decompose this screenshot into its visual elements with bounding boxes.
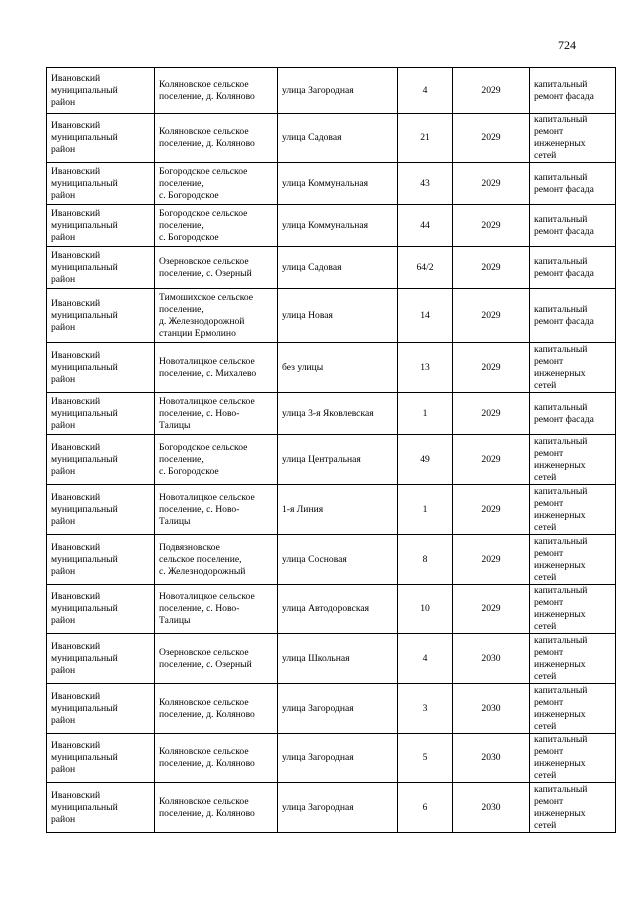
building-repair-table bbox=[46, 67, 616, 833]
street-cell bbox=[278, 68, 398, 114]
work-type-cell bbox=[530, 68, 616, 114]
settlement-cell-text: Богородское сельское поселение, с. Богородское bbox=[159, 207, 248, 243]
settlement-cell bbox=[155, 68, 278, 114]
year-cell-text: 2029 bbox=[481, 309, 501, 321]
street-cell bbox=[278, 247, 398, 289]
work-type-cell bbox=[530, 289, 616, 343]
work-type-cell bbox=[530, 343, 616, 393]
year-cell bbox=[453, 585, 530, 634]
settlement-cell bbox=[155, 163, 278, 205]
district-cell bbox=[47, 205, 155, 247]
district-cell bbox=[47, 247, 155, 289]
table-row bbox=[47, 535, 616, 585]
year-cell-text: 2029 bbox=[481, 553, 501, 565]
district-cell bbox=[47, 393, 155, 435]
street-cell bbox=[278, 343, 398, 393]
settlement-cell bbox=[155, 435, 278, 485]
district-cell-text: Ивановский муниципальный район bbox=[51, 690, 118, 726]
district-cell bbox=[47, 343, 155, 393]
house-number-cell bbox=[398, 205, 453, 247]
street-cell bbox=[278, 585, 398, 634]
district-cell-text: Ивановский муниципальный район bbox=[51, 441, 118, 477]
settlement-cell-text: Озерновское сельское поселение, с. Озерный bbox=[159, 646, 252, 670]
work-type-cell-text: капитальный ремонт фасада bbox=[534, 401, 594, 425]
house-number-cell bbox=[398, 734, 453, 783]
street-cell bbox=[278, 289, 398, 343]
settlement-cell-text: Коляновское сельское поселение, д. Коляново bbox=[159, 795, 255, 819]
street-cell bbox=[278, 684, 398, 734]
settlement-cell bbox=[155, 343, 278, 393]
street-cell-text: улица Автодоровская bbox=[282, 603, 370, 614]
year-cell bbox=[453, 684, 530, 734]
house-number-cell bbox=[398, 485, 453, 535]
settlement-cell bbox=[155, 783, 278, 833]
street-cell-text: без улицы bbox=[282, 361, 324, 373]
house-number-cell-text: 13 bbox=[420, 361, 430, 373]
district-cell-text: Ивановский муниципальный район bbox=[51, 789, 118, 825]
district-cell bbox=[47, 289, 155, 343]
work-type-cell bbox=[530, 684, 616, 734]
settlement-cell-text: Подвязновское сельское поселение, с. Железнодорожный bbox=[159, 541, 246, 577]
district-cell bbox=[47, 783, 155, 833]
work-type-cell-text: капитальный ремонт инженерных сетей bbox=[534, 535, 588, 583]
table-row bbox=[47, 684, 616, 734]
street-cell bbox=[278, 634, 398, 684]
work-type-cell-text: капитальный ремонт фасада bbox=[534, 171, 594, 195]
year-cell bbox=[453, 114, 530, 163]
house-number-cell-text: 64/2 bbox=[416, 261, 434, 273]
year-cell-text: 2030 bbox=[481, 801, 501, 813]
street-cell bbox=[278, 114, 398, 163]
settlement-cell bbox=[155, 114, 278, 163]
year-cell-text: 2029 bbox=[481, 603, 501, 614]
street-cell bbox=[278, 734, 398, 783]
work-type-cell-text: капитальный ремонт фасада bbox=[534, 213, 594, 237]
table-body bbox=[47, 68, 616, 833]
street-cell-text: улица Садовая bbox=[282, 261, 342, 273]
district-cell-text: Ивановский муниципальный район bbox=[51, 349, 118, 385]
settlement-cell bbox=[155, 684, 278, 734]
year-cell bbox=[453, 734, 530, 783]
district-cell-text: Ивановский муниципальный район bbox=[51, 541, 118, 577]
work-type-cell bbox=[530, 485, 616, 535]
work-type-cell bbox=[530, 114, 616, 163]
street-cell-text: улица Школьная bbox=[282, 652, 350, 664]
house-number-cell-text: 49 bbox=[420, 453, 430, 465]
house-number-cell-text: 10 bbox=[420, 603, 430, 614]
house-number-cell-text: 1 bbox=[422, 503, 428, 515]
table-row bbox=[47, 485, 616, 535]
house-number-cell bbox=[398, 343, 453, 393]
district-cell-text: Ивановский муниципальный район bbox=[51, 297, 118, 333]
house-number-cell bbox=[398, 68, 453, 114]
page-number: 724 bbox=[558, 38, 576, 52]
house-number-cell-text: 6 bbox=[422, 801, 428, 813]
street-cell-text: улица Новая bbox=[282, 309, 333, 321]
settlement-cell-text: Озерновское сельское поселение, с. Озерный bbox=[159, 255, 252, 279]
district-cell bbox=[47, 585, 155, 634]
district-cell bbox=[47, 435, 155, 485]
table-row bbox=[47, 289, 616, 343]
street-cell-text: улица Садовая bbox=[282, 132, 342, 143]
settlement-cell bbox=[155, 734, 278, 783]
district-cell-text: Ивановский муниципальный район bbox=[51, 249, 118, 285]
work-type-cell-text: капитальный ремонт инженерных сетей bbox=[534, 343, 588, 391]
street-cell-text: улица Коммунальная bbox=[282, 219, 369, 231]
settlement-cell-text: Богородское сельское поселение, с. Богородское bbox=[159, 165, 248, 201]
settlement-cell bbox=[155, 393, 278, 435]
settlement-cell-text: Новоталицкое сельское поселение, с. Ново- Талицы bbox=[159, 591, 255, 626]
district-cell bbox=[47, 634, 155, 684]
settlement-cell-text: Новоталицкое сельское поселение, с. Ново- Талицы bbox=[159, 491, 255, 527]
house-number-cell-text: 3 bbox=[422, 702, 428, 714]
street-cell-text: улица Коммунальная bbox=[282, 177, 369, 189]
street-cell bbox=[278, 435, 398, 485]
house-number-cell-text: 44 bbox=[420, 219, 430, 231]
table-row bbox=[47, 435, 616, 485]
year-cell bbox=[453, 393, 530, 435]
house-number-cell bbox=[398, 634, 453, 684]
settlement-cell bbox=[155, 205, 278, 247]
district-cell-text: Ивановский муниципальный район bbox=[51, 491, 118, 527]
house-number-cell-text: 4 bbox=[422, 84, 428, 96]
settlement-cell-text: Коляновское сельское поселение, д. Коляново bbox=[159, 696, 255, 720]
table-row bbox=[47, 205, 616, 247]
settlement-cell bbox=[155, 634, 278, 684]
settlement-cell-text: Тимошихское сельское поселение, д. Железнодорожной станции Ермолино bbox=[159, 291, 254, 339]
district-cell-text: Ивановский муниципальный район bbox=[51, 72, 118, 108]
district-cell bbox=[47, 163, 155, 205]
street-cell-text: улица Сосновая bbox=[282, 553, 347, 565]
settlement-cell-text: Богородское сельское поселение, с. Богородское bbox=[159, 441, 248, 477]
year-cell bbox=[453, 435, 530, 485]
district-cell-text: Ивановский муниципальный район bbox=[51, 207, 118, 243]
table-row bbox=[47, 734, 616, 783]
year-cell bbox=[453, 247, 530, 289]
house-number-cell bbox=[398, 585, 453, 634]
street-cell-text: улица Загородная bbox=[282, 702, 354, 714]
year-cell bbox=[453, 205, 530, 247]
table-row bbox=[47, 634, 616, 684]
settlement-cell bbox=[155, 289, 278, 343]
house-number-cell bbox=[398, 535, 453, 585]
house-number-cell-text: 14 bbox=[420, 309, 430, 321]
work-type-cell bbox=[530, 783, 616, 833]
district-cell-text: Ивановский муниципальный район bbox=[51, 740, 118, 775]
work-type-cell bbox=[530, 585, 616, 634]
work-type-cell bbox=[530, 393, 616, 435]
year-cell bbox=[453, 343, 530, 393]
table-row bbox=[47, 68, 616, 114]
work-type-cell-text: капитальный ремонт фасада bbox=[534, 78, 594, 102]
work-type-cell bbox=[530, 535, 616, 585]
year-cell-text: 2030 bbox=[481, 652, 501, 664]
house-number-cell-text: 43 bbox=[420, 177, 430, 189]
table-row bbox=[47, 783, 616, 833]
district-cell bbox=[47, 684, 155, 734]
table-row bbox=[47, 393, 616, 435]
work-type-cell-text: капитальный ремонт фасада bbox=[534, 255, 594, 279]
year-cell bbox=[453, 783, 530, 833]
house-number-cell bbox=[398, 163, 453, 205]
house-number-cell bbox=[398, 393, 453, 435]
work-type-cell-text: капитальный ремонт инженерных сетей bbox=[534, 585, 588, 632]
house-number-cell-text: 8 bbox=[422, 553, 428, 565]
year-cell-text: 2029 bbox=[481, 219, 501, 231]
house-number-cell bbox=[398, 435, 453, 485]
house-number-cell bbox=[398, 783, 453, 833]
year-cell-text: 2029 bbox=[481, 261, 501, 273]
settlement-cell bbox=[155, 485, 278, 535]
district-cell bbox=[47, 734, 155, 783]
work-type-cell bbox=[530, 205, 616, 247]
table-row bbox=[47, 585, 616, 634]
house-number-cell-text: 4 bbox=[422, 652, 428, 664]
year-cell bbox=[453, 485, 530, 535]
work-type-cell-text: капитальный ремонт инженерных сетей bbox=[534, 634, 588, 682]
year-cell-text: 2029 bbox=[481, 453, 501, 465]
house-number-cell bbox=[398, 684, 453, 734]
work-type-cell-text: капитальный ремонт инженерных сетей bbox=[534, 435, 588, 483]
house-number-cell bbox=[398, 289, 453, 343]
settlement-cell bbox=[155, 535, 278, 585]
district-cell-text: Ивановский муниципальный район bbox=[51, 120, 118, 155]
district-cell-text: Ивановский муниципальный район bbox=[51, 591, 118, 626]
district-cell bbox=[47, 535, 155, 585]
house-number-cell-text: 5 bbox=[422, 752, 428, 763]
table-row bbox=[47, 247, 616, 289]
year-cell-text: 2030 bbox=[481, 702, 501, 714]
work-type-cell bbox=[530, 734, 616, 783]
work-type-cell-text: капитальный ремонт инженерных сетей bbox=[534, 734, 588, 781]
street-cell-text: улица Центральная bbox=[282, 453, 361, 465]
street-cell-text: улица Загородная bbox=[282, 801, 354, 813]
district-cell bbox=[47, 68, 155, 114]
work-type-cell-text: капитальный ремонт инженерных сетей bbox=[534, 783, 588, 831]
work-type-cell bbox=[530, 163, 616, 205]
street-cell-text: улица 3-я Яковлевская bbox=[282, 407, 374, 419]
street-cell-text: улица Загородная bbox=[282, 84, 354, 96]
street-cell bbox=[278, 783, 398, 833]
street-cell-text: 1-я Линия bbox=[282, 503, 324, 515]
street-cell bbox=[278, 393, 398, 435]
work-type-cell-text: капитальный ремонт инженерных сетей bbox=[534, 485, 588, 533]
year-cell-text: 2029 bbox=[481, 84, 501, 96]
settlement-cell bbox=[155, 585, 278, 634]
district-cell-text: Ивановский муниципальный район bbox=[51, 165, 118, 201]
district-cell-text: Ивановский муниципальный район bbox=[51, 395, 118, 431]
settlement-cell-text: Новоталицкое сельское поселение, с. Ново- Талицы bbox=[159, 395, 255, 431]
year-cell-text: 2029 bbox=[481, 177, 501, 189]
year-cell bbox=[453, 289, 530, 343]
settlement-cell-text: Коляновское сельское поселение, д. Коляново bbox=[159, 126, 255, 149]
district-cell bbox=[47, 114, 155, 163]
table-row bbox=[47, 343, 616, 393]
street-cell bbox=[278, 485, 398, 535]
district-cell-text: Ивановский муниципальный район bbox=[51, 640, 118, 676]
year-cell bbox=[453, 163, 530, 205]
work-type-cell-text: капитальный ремонт инженерных сетей bbox=[534, 684, 588, 732]
year-cell bbox=[453, 535, 530, 585]
work-type-cell-text: капитальный ремонт фасада bbox=[534, 303, 594, 327]
house-number-cell bbox=[398, 114, 453, 163]
year-cell bbox=[453, 68, 530, 114]
work-type-cell bbox=[530, 634, 616, 684]
house-number-cell bbox=[398, 247, 453, 289]
work-type-cell bbox=[530, 247, 616, 289]
year-cell-text: 2029 bbox=[481, 361, 501, 373]
settlement-cell-text: Новоталицкое сельское поселение, с. Михалево bbox=[159, 355, 257, 379]
settlement-cell-text: Коляновское сельское поселение, д. Коляново bbox=[159, 746, 255, 769]
street-cell-text: улица Загородная bbox=[282, 752, 354, 763]
street-cell bbox=[278, 205, 398, 247]
year-cell-text: 2029 bbox=[481, 132, 501, 143]
table-row bbox=[47, 163, 616, 205]
year-cell bbox=[453, 634, 530, 684]
year-cell-text: 2029 bbox=[481, 407, 501, 419]
house-number-cell-text: 21 bbox=[420, 132, 430, 143]
street-cell bbox=[278, 163, 398, 205]
settlement-cell bbox=[155, 247, 278, 289]
year-cell-text: 2029 bbox=[481, 503, 501, 515]
settlement-cell-text: Коляновское сельское поселение, д. Коляново bbox=[159, 78, 255, 102]
table-row bbox=[47, 114, 616, 163]
work-type-cell-text: капитальный ремонт инженерных сетей bbox=[534, 114, 588, 161]
street-cell bbox=[278, 535, 398, 585]
work-type-cell bbox=[530, 435, 616, 485]
district-cell bbox=[47, 485, 155, 535]
house-number-cell-text: 1 bbox=[422, 407, 428, 419]
year-cell-text: 2030 bbox=[481, 752, 501, 763]
